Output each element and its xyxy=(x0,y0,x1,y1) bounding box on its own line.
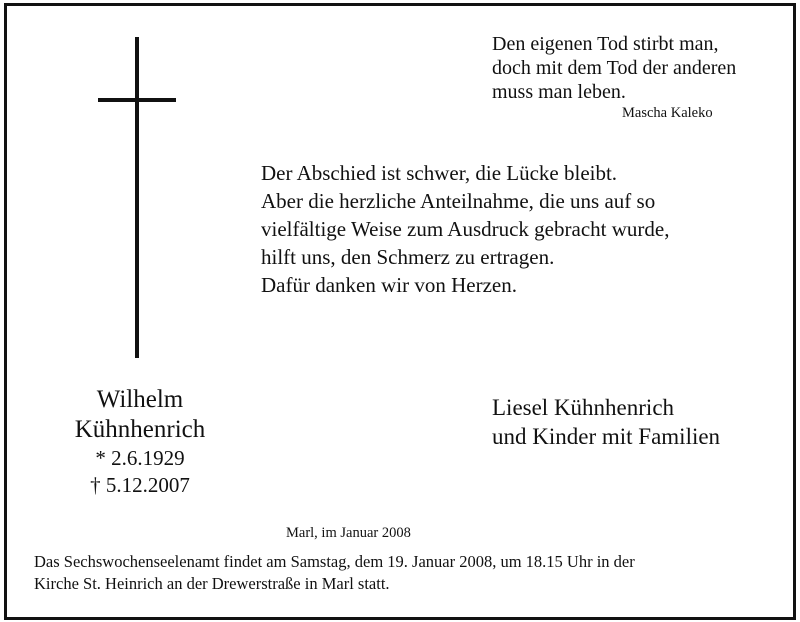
thank-you-message xyxy=(261,159,669,299)
message-line: Der Abschied ist schwer, die Lücke bleibt. xyxy=(261,161,618,185)
quote-line: Den eigenen Tod stirbt man, xyxy=(492,33,719,55)
quote-line: muss man leben. xyxy=(492,81,626,103)
cross-horizontal-bar xyxy=(98,98,176,102)
death-date: † 5.12.2007 xyxy=(90,473,190,497)
notice-line: Kirche St. Heinrich an der Drewerstraße in Marl statt. xyxy=(34,574,390,593)
place-date: Marl, im Januar 2008 xyxy=(286,525,411,541)
deceased-last-name: Kühnhenrich xyxy=(74,416,206,443)
deceased-first-name: Wilhelm xyxy=(96,386,184,413)
mourners-block xyxy=(492,393,720,451)
mourner-line: Liesel Kühnhenrich xyxy=(492,395,675,420)
mass-notice xyxy=(34,551,635,595)
mourner-line: und Kinder mit Familien xyxy=(492,424,721,449)
birth-date: * 2.6.1929 xyxy=(95,446,185,470)
quote xyxy=(492,32,736,104)
message-line: vielfältige Weise zum Ausdruck gebracht wurde, xyxy=(261,217,670,241)
notice-line: Das Sechswochenseelenamt findet am Samstag, dem 19. Januar 2008, um 18.15 Uhr in der xyxy=(34,552,635,571)
quote-author: Mascha Kaleko xyxy=(622,105,713,121)
message-line: hilft uns, den Schmerz zu ertragen. xyxy=(261,245,555,269)
message-line: Dafür danken wir von Herzen. xyxy=(261,273,517,297)
deceased-block xyxy=(40,385,240,499)
message-line: Aber die herzliche Anteilnahme, die uns auf so xyxy=(261,189,656,213)
quote-line: doch mit dem Tod der anderen xyxy=(492,57,737,79)
cross-vertical-bar xyxy=(135,37,139,358)
